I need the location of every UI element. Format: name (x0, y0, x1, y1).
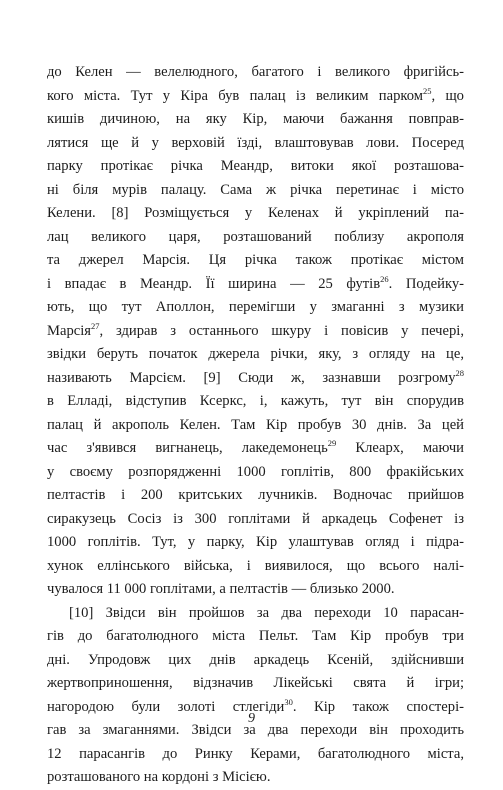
text-line: пелтастів і 200 критських лучників. Водночас прийшов (47, 487, 464, 503)
text-line: називають Марсієм. [9] Сюди ж, зазнавши розгрому$^{28}$ (47, 367, 464, 386)
text-line: звідки беруть початок джерела річки, яку, з огляду на це, (47, 346, 464, 362)
text-line: лятися ще й у верховій їзді, влаштовував лови. Посеред (47, 134, 464, 151)
page-number: 9 (248, 711, 255, 726)
text-line: дні. Упродовж цих днів аркадець Ксеній, здійснивши (47, 651, 464, 668)
text-line: чувалося 11 000 гоплітами, а пелтастів — близько 2000. (47, 581, 395, 597)
text-line: до Келен — велелюдного, багатого і великого фригійсь- (47, 64, 464, 80)
footnote-ref: 25 (423, 85, 432, 96)
text-line: в Елладі, відступив Ксеркс, і, кажуть, тут він спорудив (47, 393, 464, 409)
footnote-ref: 30 (284, 696, 293, 707)
text-line: нагородою були золоті стлегіди$^{30}$. Кір також спостері- (47, 696, 464, 715)
text-line: палац й акрополь Келен. Там Кір пробув 30 днів. За цей (47, 416, 464, 433)
text-line: жертвоприношення, відзначив Лікейські свята й ігри; (47, 675, 464, 691)
footnote-ref: 28 (455, 367, 464, 378)
text-line: 1000 гоплітів. Тут, у парку, Кір улаштував огляд і підра- (47, 534, 464, 550)
text-line: парку протікає річка Меандр, витоки якої розташова- (47, 158, 464, 174)
text-line: ні біля мурів палацу. Сама ж річка перетинає і місто (47, 181, 464, 198)
page-text (47, 61, 464, 790)
text-line: гів до багатолюдного міста Пельт. Там Кір пробув три (47, 628, 464, 644)
text-line: сиракузець Сосіз із 300 гоплітами й аркадець Софенет із (47, 510, 464, 527)
text-line: кишів дичиною, на яку Кір, маючи бажання повправ- (47, 111, 464, 127)
text-line: час з'явився вигнанець, лакедемонець$^{29}$ Клеарх, маючи (47, 438, 464, 456)
text-line: розташованого на кордоні з Місією. (47, 769, 271, 785)
text-line: кого міста. Тут у Кіра був палац із великим парком$^{25}$, що (47, 85, 464, 104)
text-line: Келени. [8] Розміщується у Келенах й укріплений па- (47, 205, 464, 221)
text-line: хунок еллінського війська, і виявилося, що всього налі- (47, 557, 464, 574)
text-line: ють, що тут Аполлон, перемігши у змаганні з музики (47, 299, 464, 315)
footnote-ref: 27 (91, 320, 100, 331)
text-line: і впадає в Меандр. Її ширина — 25 футів$^{26}$. Подейку- (47, 273, 464, 292)
text-line: [10] Звідси він пройшов за два переходи 10 парасан- (69, 604, 464, 621)
footnote-ref: 26 (380, 273, 389, 284)
text-line: у своєму розпорядженні 1000 гоплітів, 800 фракійських (47, 463, 464, 480)
footnote-ref: 29 (327, 438, 337, 448)
text-line: 12 парасангів до Ринку Керами, багатолюдного міста, (47, 745, 464, 762)
text-line: гав за змаганнями. Звідси за два переходи він проходить (47, 722, 464, 738)
text-line: лац великого царя, розташований поблизу акрополя (47, 228, 464, 245)
text-line: Марсія$^{27}$, здирав з останнього шкуру і повісив у печері, (47, 320, 464, 339)
text-line: та джерел Марсія. Ця річка також протікає містом (47, 252, 464, 268)
